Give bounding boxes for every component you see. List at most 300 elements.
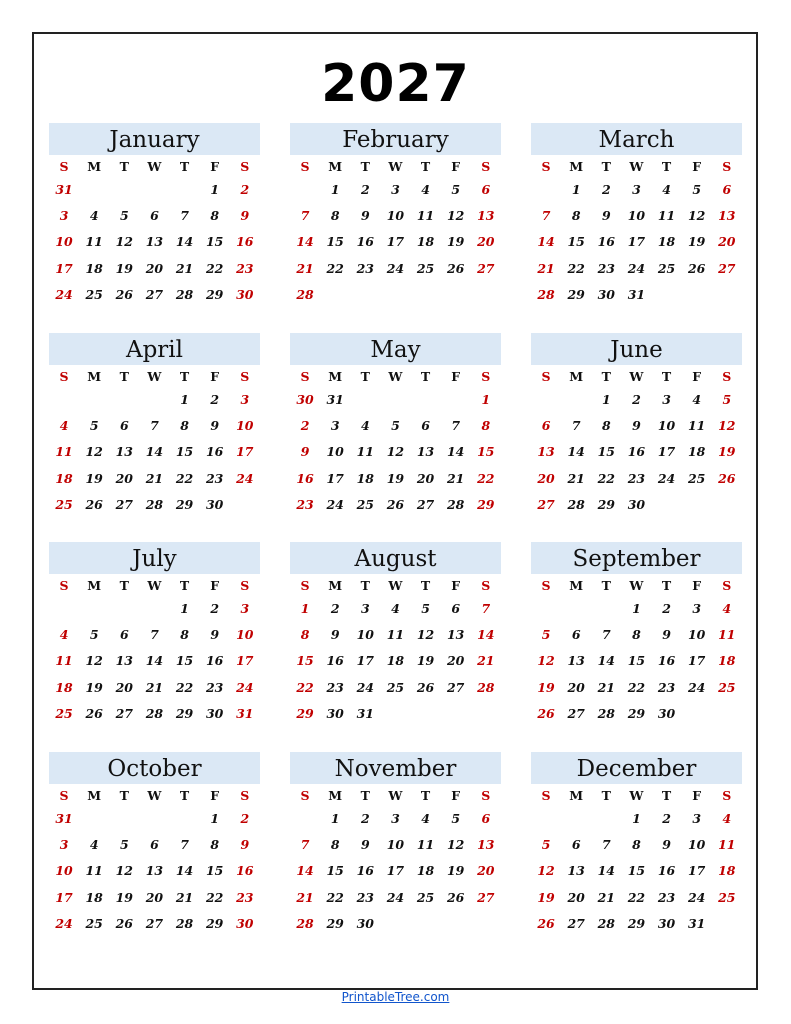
day-cell: 23 — [236, 889, 254, 905]
day-cell: 22 — [205, 889, 224, 905]
day-cell: 12 — [85, 653, 103, 669]
day-cell: 6 — [722, 182, 732, 197]
empty-cell — [139, 596, 169, 622]
day-cell: 10 — [386, 837, 405, 853]
day-cell: 12 — [537, 653, 555, 669]
day-cell: 31 — [687, 915, 706, 931]
day-cell: 30 — [627, 496, 646, 512]
day-cell: 26 — [416, 679, 435, 695]
day-cell: 1 — [330, 811, 340, 826]
day-grid — [49, 574, 260, 727]
weekday-label: S — [300, 369, 310, 384]
day-cell: 31 — [236, 705, 254, 721]
day-cell: 14 — [175, 234, 194, 250]
empty-cell — [290, 806, 320, 832]
day-cell: 13 — [718, 208, 736, 224]
weekday-label: W — [388, 788, 403, 803]
weekday-label: S — [722, 788, 732, 803]
day-cell: 11 — [416, 208, 435, 224]
month-title: August — [290, 542, 501, 574]
day-cell: 18 — [718, 653, 736, 669]
weekday-label: W — [147, 578, 162, 593]
empty-cell — [441, 701, 471, 727]
day-cell: 2 — [210, 601, 220, 616]
day-cell: 19 — [446, 863, 465, 879]
month-title: July — [49, 542, 260, 574]
day-cell: 18 — [657, 234, 676, 250]
day-cell: 20 — [416, 470, 435, 486]
day-cell: 7 — [150, 627, 159, 643]
weekday-label: S — [722, 369, 732, 384]
day-cell: 15 — [205, 234, 224, 250]
day-cell: 29 — [567, 286, 585, 302]
day-cell: 27 — [416, 496, 435, 512]
day-cell: 28 — [175, 286, 194, 302]
day-cell: 13 — [567, 863, 585, 879]
weekday-label: M — [569, 369, 584, 384]
empty-cell — [652, 282, 682, 308]
day-cell: 13 — [145, 234, 164, 250]
day-cell: 1 — [571, 182, 581, 197]
empty-cell — [411, 911, 441, 937]
day-cell: 18 — [85, 889, 103, 905]
day-cell: 15 — [627, 863, 646, 879]
day-cell: 14 — [537, 234, 555, 250]
day-cell: 19 — [386, 470, 405, 486]
weekday-label: F — [451, 578, 461, 593]
day-cell: 16 — [205, 653, 224, 669]
month-july — [49, 542, 260, 727]
day-grid — [290, 574, 501, 727]
day-cell: 5 — [451, 182, 461, 197]
weekday-label: M — [328, 159, 343, 174]
day-cell: 16 — [657, 653, 676, 669]
day-cell: 26 — [446, 889, 465, 905]
day-cell: 8 — [632, 837, 641, 853]
day-cell: 14 — [597, 653, 616, 669]
day-cell: 23 — [205, 470, 224, 486]
day-cell: 14 — [175, 863, 194, 879]
day-cell: 26 — [115, 286, 134, 302]
empty-cell — [290, 177, 320, 203]
day-cell: 3 — [59, 208, 69, 224]
day-cell: 16 — [356, 234, 375, 250]
day-cell: 11 — [55, 653, 73, 669]
empty-cell — [411, 701, 441, 727]
empty-cell — [682, 492, 712, 518]
day-cell: 17 — [55, 889, 73, 905]
day-cell: 13 — [145, 863, 164, 879]
day-cell: 19 — [85, 470, 103, 486]
day-cell: 18 — [85, 260, 103, 276]
day-cell: 25 — [687, 470, 706, 486]
day-cell: 28 — [597, 705, 616, 721]
day-cell: 14 — [296, 234, 314, 250]
day-cell: 8 — [210, 837, 220, 853]
day-cell: 3 — [391, 811, 400, 826]
day-cell: 2 — [360, 182, 370, 197]
day-cell: 1 — [601, 392, 611, 407]
empty-cell — [350, 282, 380, 308]
day-cell: 26 — [537, 915, 555, 931]
day-cell: 23 — [627, 470, 646, 486]
weekday-label: M — [87, 159, 102, 174]
empty-cell — [441, 282, 471, 308]
day-cell: 14 — [145, 444, 164, 460]
empty-cell — [49, 596, 79, 622]
day-cell: 25 — [657, 260, 676, 276]
empty-cell — [471, 911, 501, 937]
day-cell: 15 — [627, 653, 646, 669]
day-cell: 1 — [330, 182, 340, 197]
day-cell: 19 — [85, 679, 103, 695]
day-cell: 22 — [326, 889, 344, 905]
day-cell: 20 — [477, 234, 495, 250]
day-cell: 24 — [627, 260, 646, 276]
day-cell: 2 — [210, 392, 220, 407]
day-cell: 15 — [326, 234, 344, 250]
weekday-label: S — [481, 578, 491, 593]
day-cell: 25 — [718, 679, 736, 695]
day-cell: 16 — [627, 444, 646, 460]
day-cell: 21 — [296, 889, 314, 905]
day-cell: 30 — [205, 705, 224, 721]
weekday-label: W — [629, 788, 644, 803]
day-cell: 24 — [55, 286, 73, 302]
day-cell: 2 — [601, 182, 611, 197]
weekday-label: W — [147, 369, 162, 384]
day-grid — [531, 155, 742, 308]
day-cell: 10 — [236, 418, 254, 434]
day-cell: 22 — [627, 679, 646, 695]
empty-cell — [471, 701, 501, 727]
day-cell: 18 — [687, 444, 706, 460]
day-cell: 10 — [386, 208, 405, 224]
day-cell: 17 — [326, 470, 344, 486]
day-cell: 9 — [662, 837, 671, 853]
day-cell: 12 — [446, 208, 465, 224]
empty-cell — [230, 492, 260, 518]
day-cell: 15 — [205, 863, 224, 879]
weekday-label: M — [328, 369, 343, 384]
day-cell: 18 — [416, 234, 435, 250]
day-cell: 28 — [296, 286, 314, 302]
day-cell: 28 — [175, 915, 194, 931]
day-cell: 21 — [175, 889, 194, 905]
weekday-label: T — [360, 159, 370, 174]
day-cell: 23 — [597, 260, 616, 276]
month-august — [290, 542, 501, 727]
day-cell: 3 — [240, 601, 250, 616]
day-cell: 16 — [326, 653, 344, 669]
empty-cell — [591, 596, 621, 622]
day-cell: 29 — [175, 705, 194, 721]
day-cell: 13 — [477, 208, 495, 224]
day-cell: 7 — [300, 208, 310, 224]
day-cell: 16 — [296, 470, 314, 486]
day-cell: 5 — [119, 208, 129, 224]
day-cell: 19 — [718, 444, 736, 460]
day-cell: 25 — [386, 679, 405, 695]
day-cell: 10 — [687, 627, 706, 643]
day-cell: 16 — [356, 863, 375, 879]
day-cell: 8 — [180, 627, 189, 643]
month-january — [49, 123, 260, 308]
day-cell: 31 — [326, 392, 344, 407]
day-cell: 9 — [632, 418, 641, 434]
day-cell: 23 — [236, 260, 254, 276]
empty-cell — [79, 596, 109, 622]
day-cell: 20 — [537, 470, 555, 486]
day-cell: 1 — [180, 392, 189, 407]
day-cell: 4 — [421, 811, 430, 826]
weekday-label: F — [210, 578, 220, 593]
day-cell: 24 — [386, 889, 405, 905]
day-cell: 10 — [55, 234, 73, 250]
day-cell: 29 — [175, 496, 194, 512]
day-cell: 25 — [85, 286, 103, 302]
day-cell: 6 — [481, 182, 491, 197]
day-grid — [531, 574, 742, 727]
day-cell: 20 — [115, 679, 134, 695]
day-cell: 6 — [119, 418, 129, 434]
weekday-label: T — [420, 369, 431, 384]
day-cell: 18 — [718, 863, 736, 879]
day-cell: 27 — [115, 705, 134, 721]
weekday-label: W — [629, 578, 644, 593]
day-cell: 19 — [687, 234, 706, 250]
weekday-label: T — [420, 788, 431, 803]
day-cell: 23 — [356, 260, 375, 276]
day-cell: 17 — [386, 863, 405, 879]
day-cell: 21 — [597, 679, 616, 695]
day-cell: 11 — [657, 208, 676, 224]
day-cell: 27 — [718, 260, 736, 276]
empty-cell — [109, 177, 139, 203]
day-cell: 8 — [300, 627, 310, 643]
weekday-label: S — [481, 788, 491, 803]
weekday-label: W — [388, 578, 403, 593]
day-cell: 9 — [210, 627, 220, 643]
day-cell: 24 — [356, 679, 375, 695]
empty-cell — [441, 911, 471, 937]
month-february — [290, 123, 501, 308]
day-cell: 11 — [416, 837, 435, 853]
empty-cell — [380, 387, 410, 413]
day-cell: 4 — [89, 208, 99, 224]
day-cell: 1 — [210, 182, 220, 197]
day-cell: 6 — [119, 627, 129, 643]
day-cell: 16 — [657, 863, 676, 879]
day-cell: 10 — [687, 837, 706, 853]
day-cell: 10 — [627, 208, 646, 224]
empty-cell — [591, 806, 621, 832]
day-cell: 9 — [360, 837, 370, 853]
day-cell: 13 — [416, 444, 435, 460]
day-cell: 12 — [718, 418, 736, 434]
day-cell: 16 — [236, 234, 254, 250]
day-cell: 29 — [627, 915, 646, 931]
day-cell: 12 — [386, 444, 405, 460]
weekday-label: F — [210, 159, 220, 174]
day-cell: 17 — [386, 234, 405, 250]
weekday-label: S — [300, 159, 310, 174]
empty-cell — [79, 387, 109, 413]
day-cell: 1 — [632, 811, 641, 826]
day-cell: 29 — [477, 496, 495, 512]
day-grid — [49, 784, 260, 937]
weekday-label: F — [451, 788, 461, 803]
day-cell: 2 — [662, 601, 671, 616]
day-cell: 6 — [150, 837, 159, 853]
month-may — [290, 333, 501, 518]
day-cell: 30 — [236, 286, 254, 302]
weekday-label: S — [59, 788, 69, 803]
day-cell: 8 — [180, 418, 189, 434]
day-cell: 30 — [296, 392, 314, 407]
footer-link[interactable]: PrintableTree.com — [341, 990, 450, 1004]
day-cell: 4 — [722, 811, 732, 826]
empty-cell — [682, 282, 712, 308]
empty-cell — [139, 387, 169, 413]
month-june — [531, 333, 742, 518]
month-title: January — [49, 123, 260, 155]
empty-cell — [471, 282, 501, 308]
day-cell: 2 — [240, 811, 250, 826]
weekday-label: M — [569, 578, 584, 593]
day-cell: 25 — [55, 705, 73, 721]
day-cell: 27 — [115, 496, 134, 512]
empty-cell — [561, 806, 591, 832]
weekday-label: T — [119, 788, 129, 803]
day-cell: 23 — [356, 889, 375, 905]
weekday-label: F — [210, 788, 220, 803]
empty-cell — [411, 387, 441, 413]
day-cell: 8 — [330, 837, 340, 853]
day-cell: 22 — [326, 260, 344, 276]
day-cell: 1 — [210, 811, 220, 826]
day-cell: 4 — [360, 418, 370, 434]
day-cell: 10 — [236, 627, 254, 643]
day-cell: 4 — [89, 837, 99, 853]
day-cell: 2 — [330, 601, 340, 616]
day-cell: 30 — [657, 705, 676, 721]
day-cell: 28 — [145, 496, 164, 512]
day-cell: 15 — [567, 234, 585, 250]
day-cell: 29 — [296, 705, 314, 721]
weekday-label: W — [147, 788, 162, 803]
weekday-label: T — [661, 159, 672, 174]
day-cell: 22 — [205, 260, 224, 276]
day-cell: 27 — [537, 496, 555, 512]
day-cell: 30 — [326, 705, 344, 721]
day-cell: 21 — [477, 653, 495, 669]
day-cell: 4 — [391, 601, 400, 616]
day-cell: 28 — [477, 679, 495, 695]
day-cell: 11 — [718, 627, 736, 643]
month-title: December — [531, 752, 742, 784]
day-cell: 9 — [662, 627, 671, 643]
month-title: November — [290, 752, 501, 784]
day-cell: 20 — [145, 889, 164, 905]
weekday-label: W — [388, 159, 403, 174]
day-cell: 24 — [687, 889, 706, 905]
day-cell: 23 — [296, 496, 314, 512]
day-cell: 26 — [85, 496, 103, 512]
weekday-label: W — [388, 369, 403, 384]
day-cell: 12 — [687, 208, 706, 224]
day-grid — [290, 784, 501, 937]
day-cell: 9 — [330, 627, 340, 643]
day-cell: 25 — [85, 915, 103, 931]
day-cell: 20 — [115, 470, 134, 486]
day-cell: 13 — [537, 444, 555, 460]
day-cell: 24 — [236, 470, 254, 486]
day-cell: 18 — [386, 653, 405, 669]
day-cell: 13 — [477, 837, 495, 853]
day-cell: 4 — [662, 182, 671, 197]
day-cell: 3 — [632, 182, 641, 197]
empty-cell — [380, 701, 410, 727]
weekday-label: S — [59, 369, 69, 384]
day-cell: 3 — [330, 418, 340, 434]
day-cell: 11 — [687, 418, 706, 434]
day-cell: 13 — [115, 444, 134, 460]
weekday-label: T — [601, 578, 611, 593]
weekday-label: S — [300, 788, 310, 803]
weekday-label: S — [722, 578, 732, 593]
day-cell: 26 — [687, 260, 706, 276]
day-cell: 11 — [85, 234, 103, 250]
day-cell: 26 — [386, 496, 405, 512]
day-cell: 9 — [601, 208, 611, 224]
day-cell: 7 — [481, 601, 491, 616]
weekday-label: T — [601, 369, 611, 384]
day-cell: 9 — [240, 837, 250, 853]
day-cell: 16 — [236, 863, 254, 879]
day-cell: 20 — [567, 889, 585, 905]
day-cell: 9 — [360, 208, 370, 224]
weekday-label: T — [360, 369, 370, 384]
weekday-label: T — [601, 159, 611, 174]
day-cell: 26 — [115, 915, 134, 931]
day-cell: 3 — [692, 811, 702, 826]
day-cell: 5 — [89, 627, 99, 643]
empty-cell — [350, 387, 380, 413]
day-cell: 15 — [477, 444, 495, 460]
day-cell: 27 — [145, 915, 164, 931]
weekday-label: T — [119, 159, 129, 174]
weekday-label: T — [601, 788, 611, 803]
day-cell: 17 — [236, 444, 254, 460]
day-cell: 29 — [205, 286, 224, 302]
day-grid — [531, 365, 742, 518]
day-grid — [49, 155, 260, 308]
day-cell: 18 — [55, 470, 73, 486]
day-cell: 8 — [571, 208, 581, 224]
day-cell: 18 — [55, 679, 73, 695]
day-cell: 5 — [541, 837, 551, 853]
day-cell: 31 — [55, 811, 73, 826]
day-cell: 7 — [571, 418, 581, 434]
day-cell: 8 — [481, 418, 491, 434]
weekday-label: M — [87, 788, 102, 803]
day-cell: 19 — [416, 653, 435, 669]
day-cell: 7 — [300, 837, 310, 853]
empty-cell — [170, 806, 200, 832]
day-cell: 3 — [391, 182, 400, 197]
day-cell: 19 — [537, 889, 555, 905]
